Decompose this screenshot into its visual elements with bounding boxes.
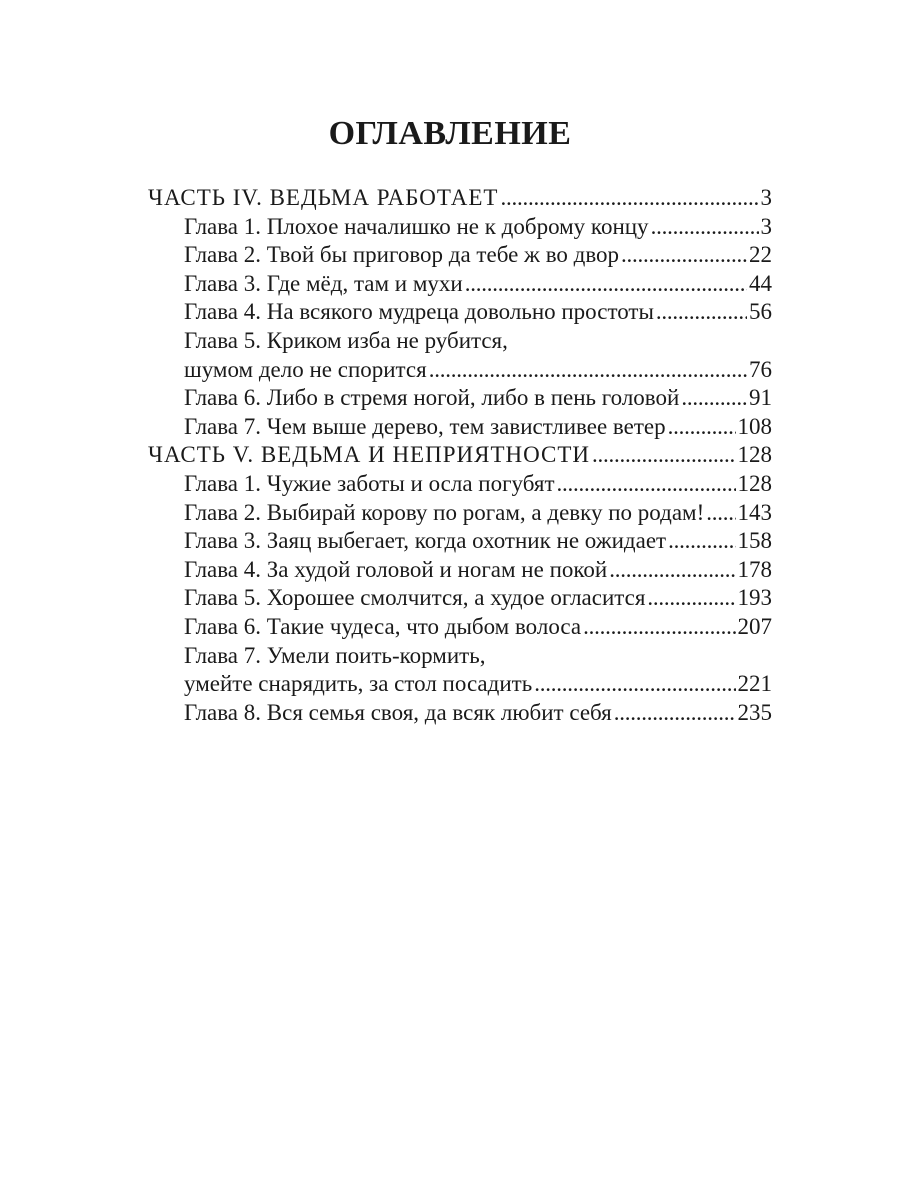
toc-chapter-entry <box>148 642 772 671</box>
dot-leader <box>592 441 735 470</box>
toc-page-number: 91 <box>749 385 772 411</box>
toc-entry-label: Глава 7. Чем выше дерево, тем завистливее ветер <box>184 413 666 439</box>
toc-entry-label: Глава 7. Умели поить-кормить, <box>184 642 486 668</box>
toc-page-number: 3 <box>760 185 772 210</box>
toc-chapter-entry <box>148 384 772 413</box>
toc-page-number: 207 <box>737 613 772 639</box>
toc-chapter-entry <box>148 613 772 642</box>
dot-leader <box>609 556 735 585</box>
toc-entry-label: Глава 5. Хорошее смолчится, а худое огласится <box>184 585 646 611</box>
toc-page-number: 56 <box>749 299 772 325</box>
toc-page-number: 143 <box>737 499 772 525</box>
toc-chapter-entry <box>148 584 772 613</box>
toc-page-number: 158 <box>737 528 772 554</box>
dot-leader <box>651 213 759 242</box>
toc-chapter-entry <box>148 327 772 356</box>
toc-page-number: 108 <box>737 413 772 439</box>
toc-page-number: 178 <box>737 556 772 582</box>
toc-entry-label: Глава 1. Чужие заботы и осла погубят <box>184 470 555 496</box>
toc-page-number: 235 <box>737 699 772 725</box>
toc-entry-label: Глава 1. Плохое началишко не к доброму концу <box>184 213 649 239</box>
dot-leader <box>465 270 747 299</box>
toc-chapter-entry <box>148 356 772 385</box>
dot-leader <box>621 241 747 270</box>
toc-entry-label: Глава 4. За худой головой и ногам не покой <box>184 556 608 582</box>
toc-entry-label: Глава 8. Вся семья своя, да всяк любит себя <box>184 699 612 725</box>
toc-page-number: 128 <box>737 470 772 496</box>
dot-leader <box>656 298 747 327</box>
toc-chapter-entry <box>148 298 772 327</box>
toc-entry-label: ЧАСТЬ IV. ВЕДЬМА РАБОТАЕТ <box>148 185 499 210</box>
toc-chapter-entry <box>148 699 772 728</box>
toc-page-number: 22 <box>749 242 772 268</box>
toc-page-number: 3 <box>760 213 772 239</box>
toc-chapter-entry <box>148 413 772 442</box>
toc-entry-label: умейте снарядить, за стол посадить <box>184 671 533 697</box>
page-title: ОГЛАВЛЕНИЕ <box>328 115 572 152</box>
toc-page-number: 128 <box>737 442 772 468</box>
dot-leader <box>500 184 758 213</box>
dot-leader <box>681 384 747 413</box>
toc-entry-label: Глава 5. Криком изба не рубится, <box>184 327 508 353</box>
toc-chapter-entry <box>148 670 772 699</box>
toc-chapter-entry <box>148 499 772 528</box>
dot-leader <box>614 699 736 728</box>
toc-chapter-entry <box>148 470 772 499</box>
toc-entry-label: шумом дело не спорится <box>184 356 427 382</box>
dot-leader <box>647 584 735 613</box>
dot-leader <box>668 527 735 556</box>
toc-entry-label: Глава 6. Такие чудеса, что дыбом волоса <box>184 613 582 639</box>
dot-leader <box>557 470 736 499</box>
toc-chapter-entry <box>148 241 772 270</box>
toc-page-number: 193 <box>737 585 772 611</box>
dot-leader <box>429 356 747 385</box>
toc-chapter-entry <box>148 556 772 585</box>
toc-entry-label: Глава 3. Заяц выбегает, когда охотник не ожидает <box>184 528 667 554</box>
dot-leader <box>534 670 735 699</box>
toc-entry-label: Глава 3. Где мёд, там и мухи <box>184 270 463 296</box>
toc-chapter-entry <box>148 270 772 299</box>
dot-leader <box>706 499 735 528</box>
toc-entry-label: ЧАСТЬ V. ВЕДЬМА И НЕПРИЯТНОСТИ <box>148 442 591 468</box>
toc-part-entry <box>148 184 772 213</box>
toc-part-entry <box>148 441 772 470</box>
toc-page-number: 221 <box>737 671 772 697</box>
toc-page-number: 44 <box>749 270 772 296</box>
toc-entry-label: Глава 6. Либо в стремя ногой, либо в пень головой <box>184 385 680 411</box>
toc-entry-label: Глава 2. Выбирай корову по рогам, а девку по родам! <box>184 499 705 525</box>
toc-chapter-entry <box>148 213 772 242</box>
table-of-contents <box>148 184 772 727</box>
toc-chapter-entry <box>148 527 772 556</box>
toc-entry-label: Глава 2. Твой бы приговор да тебе ж во двор <box>184 242 620 268</box>
dot-leader <box>668 413 736 442</box>
toc-entry-label: Глава 4. На всякого мудреца довольно простоты <box>184 299 654 325</box>
toc-page-number: 76 <box>749 356 772 382</box>
dot-leader <box>583 613 735 642</box>
